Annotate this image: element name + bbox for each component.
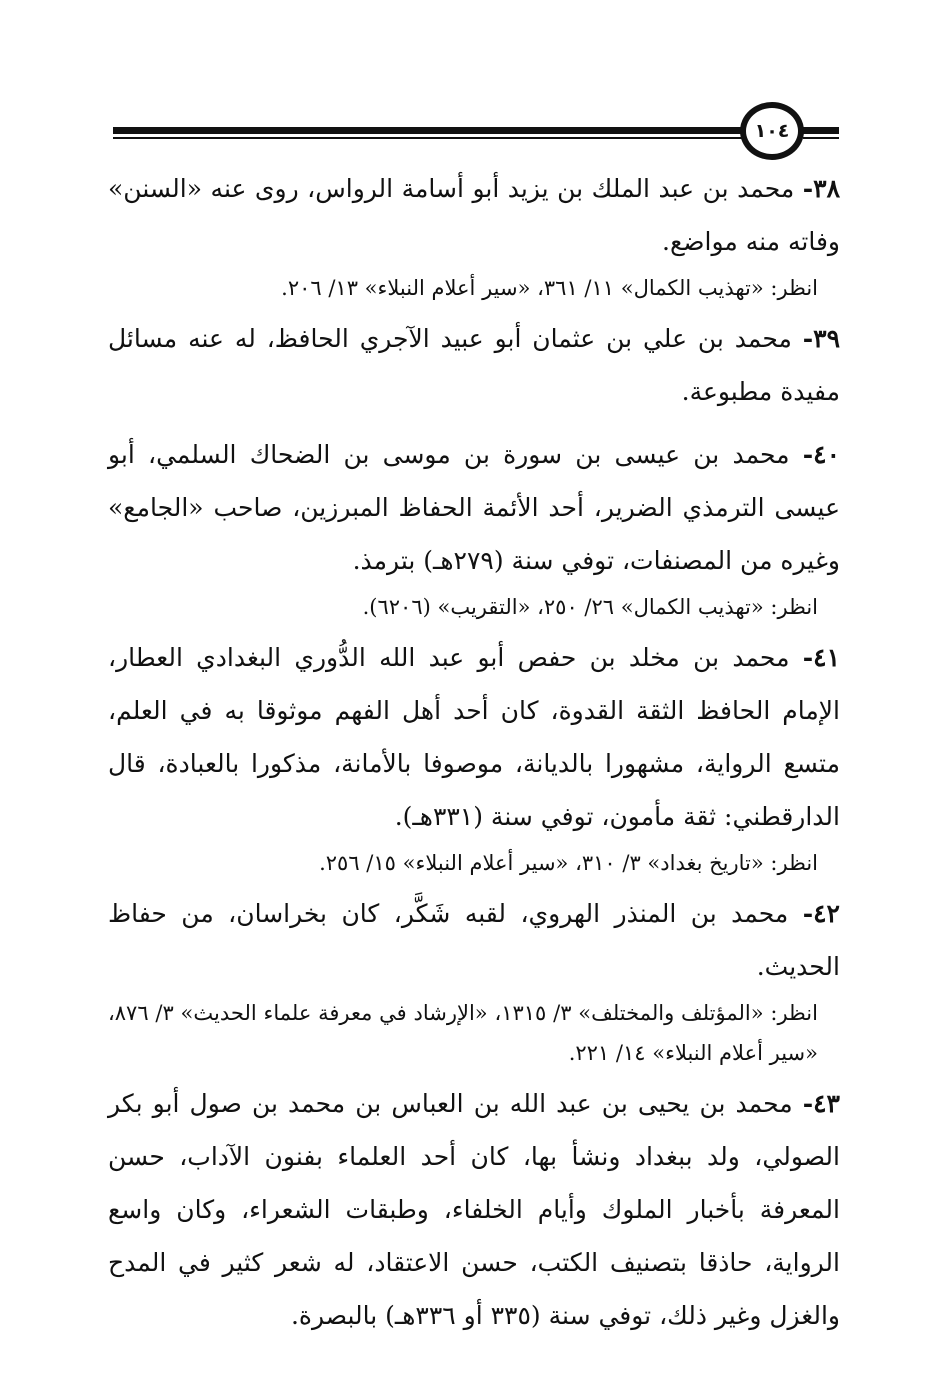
entry-number: ٣٩- <box>802 324 840 353</box>
entry-40 <box>108 428 840 587</box>
header-rule-right <box>803 127 839 134</box>
entry-number: ٤٠- <box>802 440 840 469</box>
entry-number: ٤٣- <box>802 1089 840 1118</box>
entry-reference: انظر: «تهذيب الكمال» ٢٦/ ٢٥٠، «التقريب» (٦٢٠٦). <box>362 595 818 619</box>
entry-reference: انظر: «تهذيب الكمال» ١١/ ٣٦١، «سير أعلام النبلاء» ١٣/ ٢٠٦. <box>281 276 818 300</box>
entry-text: محمد بن علي بن عثمان أبو عبيد الآجري الحافظ، له عنه مسائل مفيدة مطبوعة. <box>108 324 840 406</box>
page-body <box>108 162 840 1342</box>
entry-39 <box>108 312 840 418</box>
entry-text: محمد بن عيسى بن سورة بن موسى بن الضحاك السلمي، أبو عيسى الترمذي الضرير، أحد الأئمة الحفاظ المبرزين، صاحب «الجامع» وغيره من المصنفات، توفي سنة (٢٧٩هـ) بترمذ. <box>108 440 840 575</box>
entry-text: محمد بن يحيى بن عبد الله بن العباس بن محمد بن صول أبو بكر الصولي، ولد ببغداد ونشأ بها، كان أحد العلماء بفنون الآداب، حسن المعرفة بأخبار الملوك وأيام الخلفاء، وطبقات الشعراء، وكان واسع الرواية، حاذقا بتصنيف الكتب، حسن الاعتقاد، له شعر كثير في المدح والغزل وغير ذلك، توفي سنة (٣٣٥ أو ٣٣٦هـ) بالبصرة. <box>108 1089 840 1330</box>
header-rule-thin <box>113 137 743 139</box>
page-number: ١٠٤ <box>754 119 790 142</box>
entry-reference: انظر: «تاريخ بغداد» ٣/ ٣١٠، «سير أعلام النبلاء» ١٥/ ٢٥٦. <box>319 851 818 875</box>
header-rule <box>113 127 743 134</box>
entry-text: محمد بن عبد الملك بن يزيد أبو أسامة الرواس، روى عنه «السنن» وفاته منه مواضع. <box>108 174 840 256</box>
page-number-badge <box>740 102 804 160</box>
entry-38 <box>108 162 840 268</box>
entry-reference: انظر: «المؤتلف والمختلف» ٣/ ١٣١٥، «الإرشاد في معرفة علماء الحديث» ٣/ ٨٧٦، «سير أعلام النبلاء» ١٤/ ٢٢١. <box>108 1001 818 1065</box>
entry-41 <box>108 631 840 843</box>
entry-number: ٤٢- <box>802 899 840 928</box>
entry-text: محمد بن المنذر الهروي، لقبه شَكَّر، كان بخراسان، من حفاظ الحديث. <box>108 899 840 981</box>
entry-43 <box>108 1077 840 1342</box>
entry-number: ٣٨- <box>802 174 841 203</box>
entry-text: محمد بن مخلد بن حفص أبو عبد الله الدُّوري البغدادي العطار، الإمام الحافظ الثقة القدوة، كان أحد أهل الفهم موثوقا به في العلم، متسع الرواية، مشهورا بالديانة، موصوفا بالأمانة، مذكورا بالعبادة، قال الدارقطني: ثقة مأمون، توفي سنة (٣٣١هـ). <box>108 643 840 831</box>
entry-number: ٤١- <box>802 643 841 672</box>
header-rule-right-thin <box>803 137 839 139</box>
entry-42 <box>108 887 840 993</box>
